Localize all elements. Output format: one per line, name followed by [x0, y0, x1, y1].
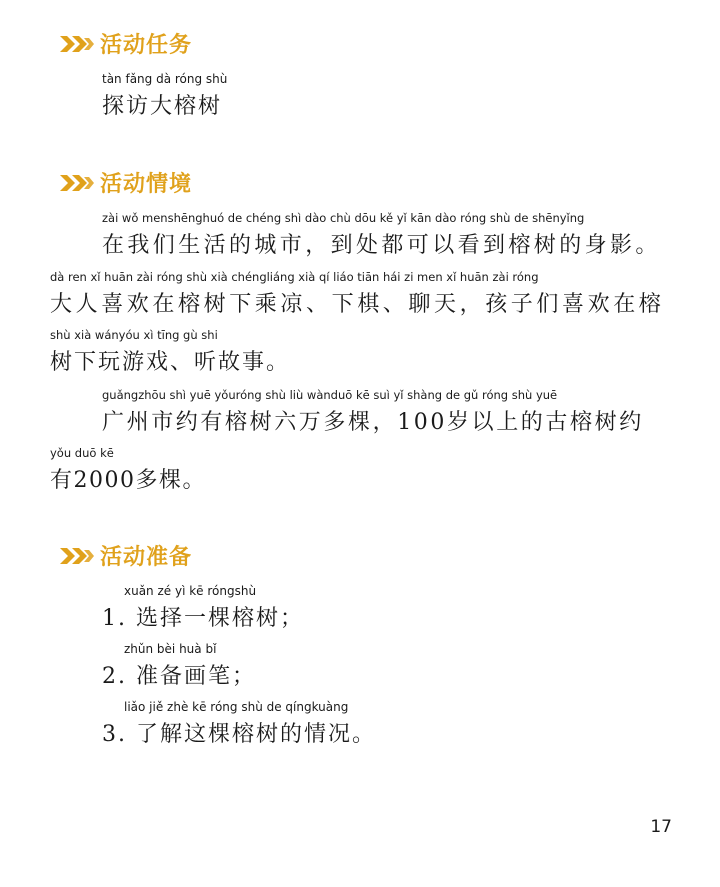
section-title: 活动准备: [100, 545, 193, 570]
hanzi: 广州市约有榕树六万多棵，100岁以上的古榕树约: [102, 410, 644, 435]
hanzi: 树下玩游戏、听故事。: [50, 350, 291, 375]
task-text: 探访大榕树: [102, 94, 223, 119]
double-chevron-icon: [60, 173, 94, 193]
section-header-situation: [60, 167, 192, 198]
hanzi: 在我们生活的城市，到处都可以看到榕树的身影。: [102, 233, 661, 258]
section-title: 活动情境: [100, 172, 193, 197]
pinyin: zài wǒ menshēnghuó de chéng shì dào chù dōu kě yǐ kān dào róng shù de shēnyǐng: [102, 211, 585, 225]
double-chevron-icon: [60, 34, 94, 54]
section-header-task: [60, 28, 192, 59]
list-item-text: 3. 了解这棵榕树的情况。: [102, 722, 376, 747]
pinyin: tàn fǎng dà róng shù: [102, 72, 228, 86]
hanzi: 有2000多棵。: [50, 468, 206, 493]
pinyin: guǎngzhōu shì yuē yǒuróng shù liù wànduō kē suì yǐ shàng de gǔ róng shù yuē: [102, 388, 558, 402]
pinyin: yǒu duō kē: [50, 446, 114, 460]
list-item-text: 2. 准备画笔；: [102, 664, 256, 689]
pinyin: liǎo jiě zhè kē róng shù de qíngkuàng: [124, 700, 349, 714]
page-number: 17: [650, 817, 672, 837]
pinyin: dà ren xǐ huān zài róng shù xià chéngliáng xià qí liáo tiān hái zi men xǐ huān zài róng: [50, 270, 539, 284]
list-item-text: 1. 选择一棵榕树；: [102, 606, 304, 631]
section-header-preparation: [60, 540, 192, 571]
pinyin: zhǔn bèi huà bǐ: [124, 642, 217, 656]
pinyin: xuǎn zé yì kē róngshù: [124, 584, 257, 598]
hanzi: 大人喜欢在榕树下乘凉、下棋、聊天，孩子们喜欢在榕: [50, 292, 665, 317]
pinyin: shù xià wányóu xì tīng gù shi: [50, 328, 218, 342]
section-title: 活动任务: [100, 33, 193, 58]
double-chevron-icon: [60, 546, 94, 566]
